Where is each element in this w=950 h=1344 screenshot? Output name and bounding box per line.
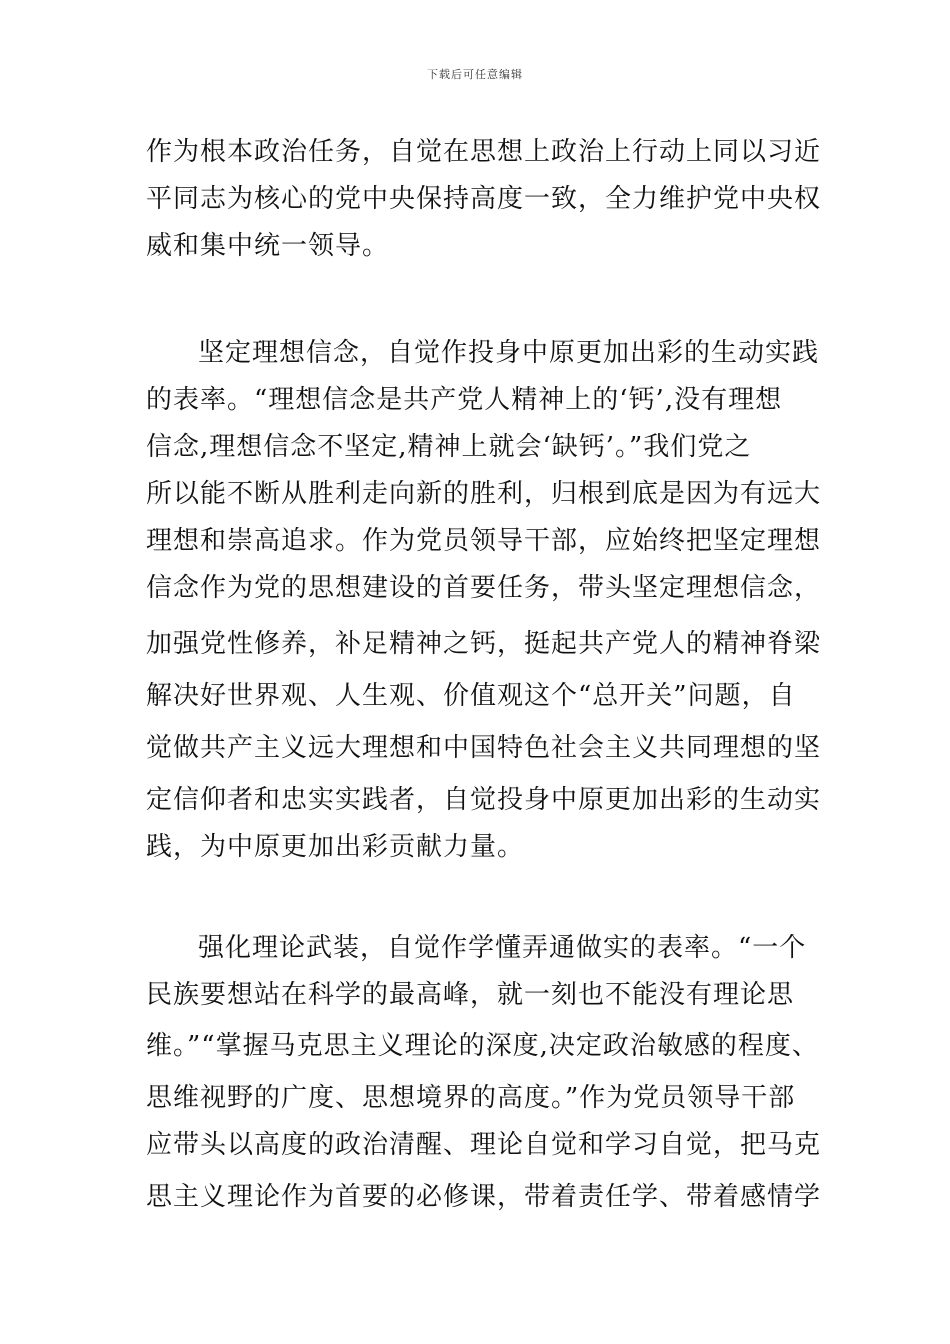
paragraph-2-line-1: 坚定理想信念，自觉作投身中原更加出彩的生动实践 bbox=[198, 338, 820, 368]
paragraph-2-line-3: 信念,理想信念不坚定,精神上就会‘缺钙’。”我们党之 bbox=[146, 432, 752, 462]
paragraph-2-line-5: 理想和崇高追求。作为党员领导干部，应始终把坚定理想 bbox=[146, 526, 822, 556]
paragraph-3-line-4: 思维视野的广度、思想境界的高度。”作为党员领导干部 bbox=[146, 1083, 796, 1113]
paragraph-2-line-9: 觉做共产主义远大理想和中国特色社会主义共同理想的坚 bbox=[146, 733, 822, 763]
paragraph-2-line-7: 加强党性修养，补足精神之钙，挺起共产党人的精神脊梁 bbox=[146, 629, 822, 659]
paragraph-2-line-11: 践，为中原更加出彩贡献力量。 bbox=[146, 832, 525, 862]
page-header: 下载后可任意编辑 bbox=[427, 68, 523, 81]
paragraph-1-line-3: 威和集中统一领导。 bbox=[146, 231, 390, 261]
paragraph-2-line-8: 解决好世界观、人生观、价值观这个“总开关”问题，自 bbox=[146, 681, 796, 711]
paragraph-2-line-4: 所以能不断从胜利走向新的胜利，归根到底是因为有远大 bbox=[146, 479, 822, 509]
paragraph-1-line-2: 平同志为核心的党中央保持高度一致，全力维护党中央权 bbox=[146, 184, 822, 214]
paragraph-3-line-2: 民族要想站在科学的最高峰，就一刻也不能没有理论思 bbox=[146, 980, 795, 1010]
paragraph-3-line-5: 应带头以高度的政治清醒、理论自觉和学习自觉，把马克 bbox=[146, 1130, 822, 1160]
paragraph-3-line-3: 维。”“掌握马克思主义理论的深度,决定政治敏感的程度、 bbox=[146, 1031, 819, 1061]
paragraph-1-line-1: 作为根本政治任务，自觉在思想上政治上行动上同以习近 bbox=[146, 137, 822, 167]
paragraph-3-line-6: 思主义理论作为首要的必修课，带着责任学、带着感情学 bbox=[146, 1182, 822, 1212]
paragraph-2-line-10: 定信仰者和忠实实践者，自觉投身中原更加出彩的生动实 bbox=[146, 785, 822, 815]
paragraph-2-line-2: 的表率。“理想信念是共产党人精神上的‘钙’,没有理想 bbox=[146, 385, 783, 415]
paragraph-3-line-1: 强化理论武装，自觉作学懂弄通做实的表率。“一个 bbox=[198, 933, 807, 963]
paragraph-2-line-6: 信念作为党的思想建设的首要任务，带头坚定理想信念， bbox=[146, 573, 822, 603]
